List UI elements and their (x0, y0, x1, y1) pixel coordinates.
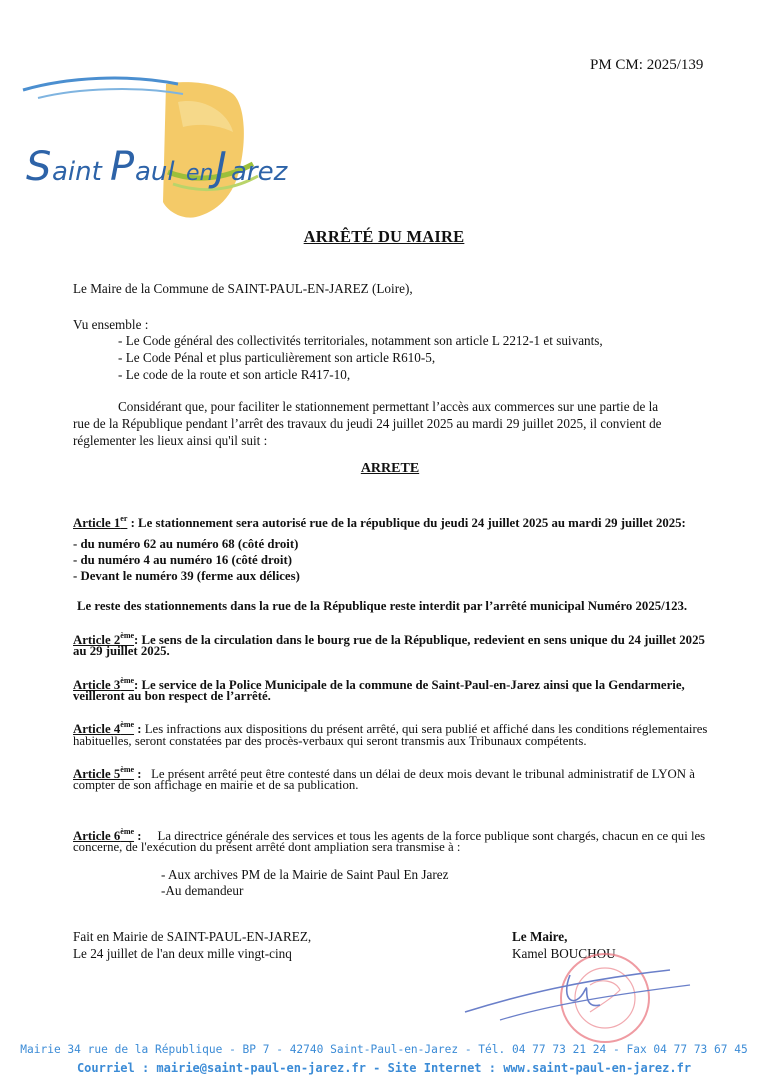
article-3: Article 3ème: Le service de la Police Municipale de la commune de Saint-Paul-en-Jarez ainsi que la Gendarmerie, (73, 676, 685, 692)
document-title: ARRÊTÉ DU MAIRE (303, 227, 465, 246)
fait-en-date: Le 24 juillet de l'an deux mille vingt-cinq (73, 946, 292, 961)
article-5-line: compter de son affichage en mairie et de sa publication. (73, 778, 359, 792)
svg-text:en: en (186, 161, 214, 186)
signature-name: Kamel BOUCHOU (512, 946, 616, 961)
article-label: Article 6ème (73, 827, 135, 843)
official-stamp (460, 950, 700, 1045)
svg-text:aul: aul (135, 157, 175, 187)
footer-address: Mairie 34 rue de la République - BP 7 - 42740 Saint-Paul-en-Jarez - Tél. 04 77 73 21 24 - Fax 04 77 73 67 45 (20, 1043, 748, 1056)
signature-title: Le Maire, (512, 929, 568, 944)
article-6-line: concerne, de l'exécution du présent arrêté dont ampliation sera transmise à : (73, 840, 461, 854)
article-1-note: Le reste des stationnements dans la rue de la République reste interdit par l’arrêté municipal Numéro 2025/123. (77, 599, 688, 613)
article-label: Article 2ème (73, 631, 135, 647)
article-1-item: - du numéro 4 au numéro 16 (côté droit) (73, 553, 292, 567)
article-6: Article 6ème : La directrice générale des services et tous les agents de la force publique sont chargés, chacun en ce qui les (73, 827, 706, 843)
article-2-line: au 29 juillet 2025. (73, 644, 170, 658)
article-1-item: - du numéro 62 au numéro 68 (côté droit) (73, 537, 299, 551)
svg-text:aint: aint (52, 157, 102, 187)
considerant-line: réglementer les lieux ainsi qu'il suit : (73, 433, 268, 448)
article-2: Article 2ème: Le sens de la circulation dans le bourg rue de la République, redevient en sens unique du 24 juillet 2025 (73, 631, 705, 647)
vu-item: - Le code de la route et son article R417-10, (118, 367, 351, 382)
article-5: Article 5ème : Le présent arrêté peut être contesté dans un délai de deux mois devant le tribunal administratif de LYON à (73, 765, 695, 781)
considerant-line: Considérant que, pour faciliter le stationnement permettant l’accès aux commerces sur une partie de la (118, 399, 659, 414)
article-4: Article 4ème : Les infractions aux dispositions du présent arrêté, qui sera publié et affiché dans les conditions réglementaires (73, 720, 708, 736)
article-4-line: habituelles, seront constatées par des procès-verbaux qui seront transmis aux Tribunaux compétents. (73, 734, 587, 748)
article-1-item: - Devant le numéro 39 (ferme aux délices) (73, 569, 300, 583)
article-1: Article 1er : Le stationnement sera autorisé rue de la république du jeudi 24 juillet 2025 au mardi 29 juillet 2025: (73, 514, 686, 530)
article-label: Article 5ème (73, 765, 135, 781)
recipient-item: -Au demandeur (161, 883, 244, 898)
recipient-item: - Aux archives PM de la Mairie de Saint Paul En Jarez (161, 867, 449, 882)
considerant-line: rue de la République pendant l’arrêt des travaux du jeudi 24 juillet 2025 au mardi 29 juillet 2025, il convient de (73, 416, 662, 431)
intro-line: Le Maire de la Commune de SAINT-PAUL-EN-JAREZ (Loire), (73, 281, 413, 296)
svg-text:J: J (215, 144, 227, 190)
article-label: Article 4ème (73, 720, 135, 736)
fait-en-line: Fait en Mairie de SAINT-PAUL-EN-JAREZ, (73, 929, 312, 944)
svg-text:arez: arez (231, 157, 288, 187)
article-label: Article 1er (73, 514, 128, 530)
article-label: Article 3ème (73, 676, 135, 692)
footer-contact: Courriel : mairie@saint-paul-en-jarez.fr - Site Internet : www.saint-paul-en-jarez.fr (76, 1061, 692, 1075)
vu-ensemble-label: Vu ensemble : (73, 317, 149, 332)
vu-item: - Le Code Pénal et plus particulièrement son article R610-5, (118, 350, 436, 365)
vu-item: - Le Code général des collectivités territoriales, notamment son article L 2212-1 et suivants, (118, 333, 603, 348)
svg-text:S: S (26, 144, 52, 190)
document-reference: PM CM: 2025/139 (590, 57, 704, 73)
article-3-line: veilleront au bon respect de l’arrêté. (73, 689, 271, 703)
svg-text:P: P (110, 144, 135, 190)
arrete-heading: ARRETE (360, 461, 420, 476)
municipality-logo (18, 72, 288, 222)
